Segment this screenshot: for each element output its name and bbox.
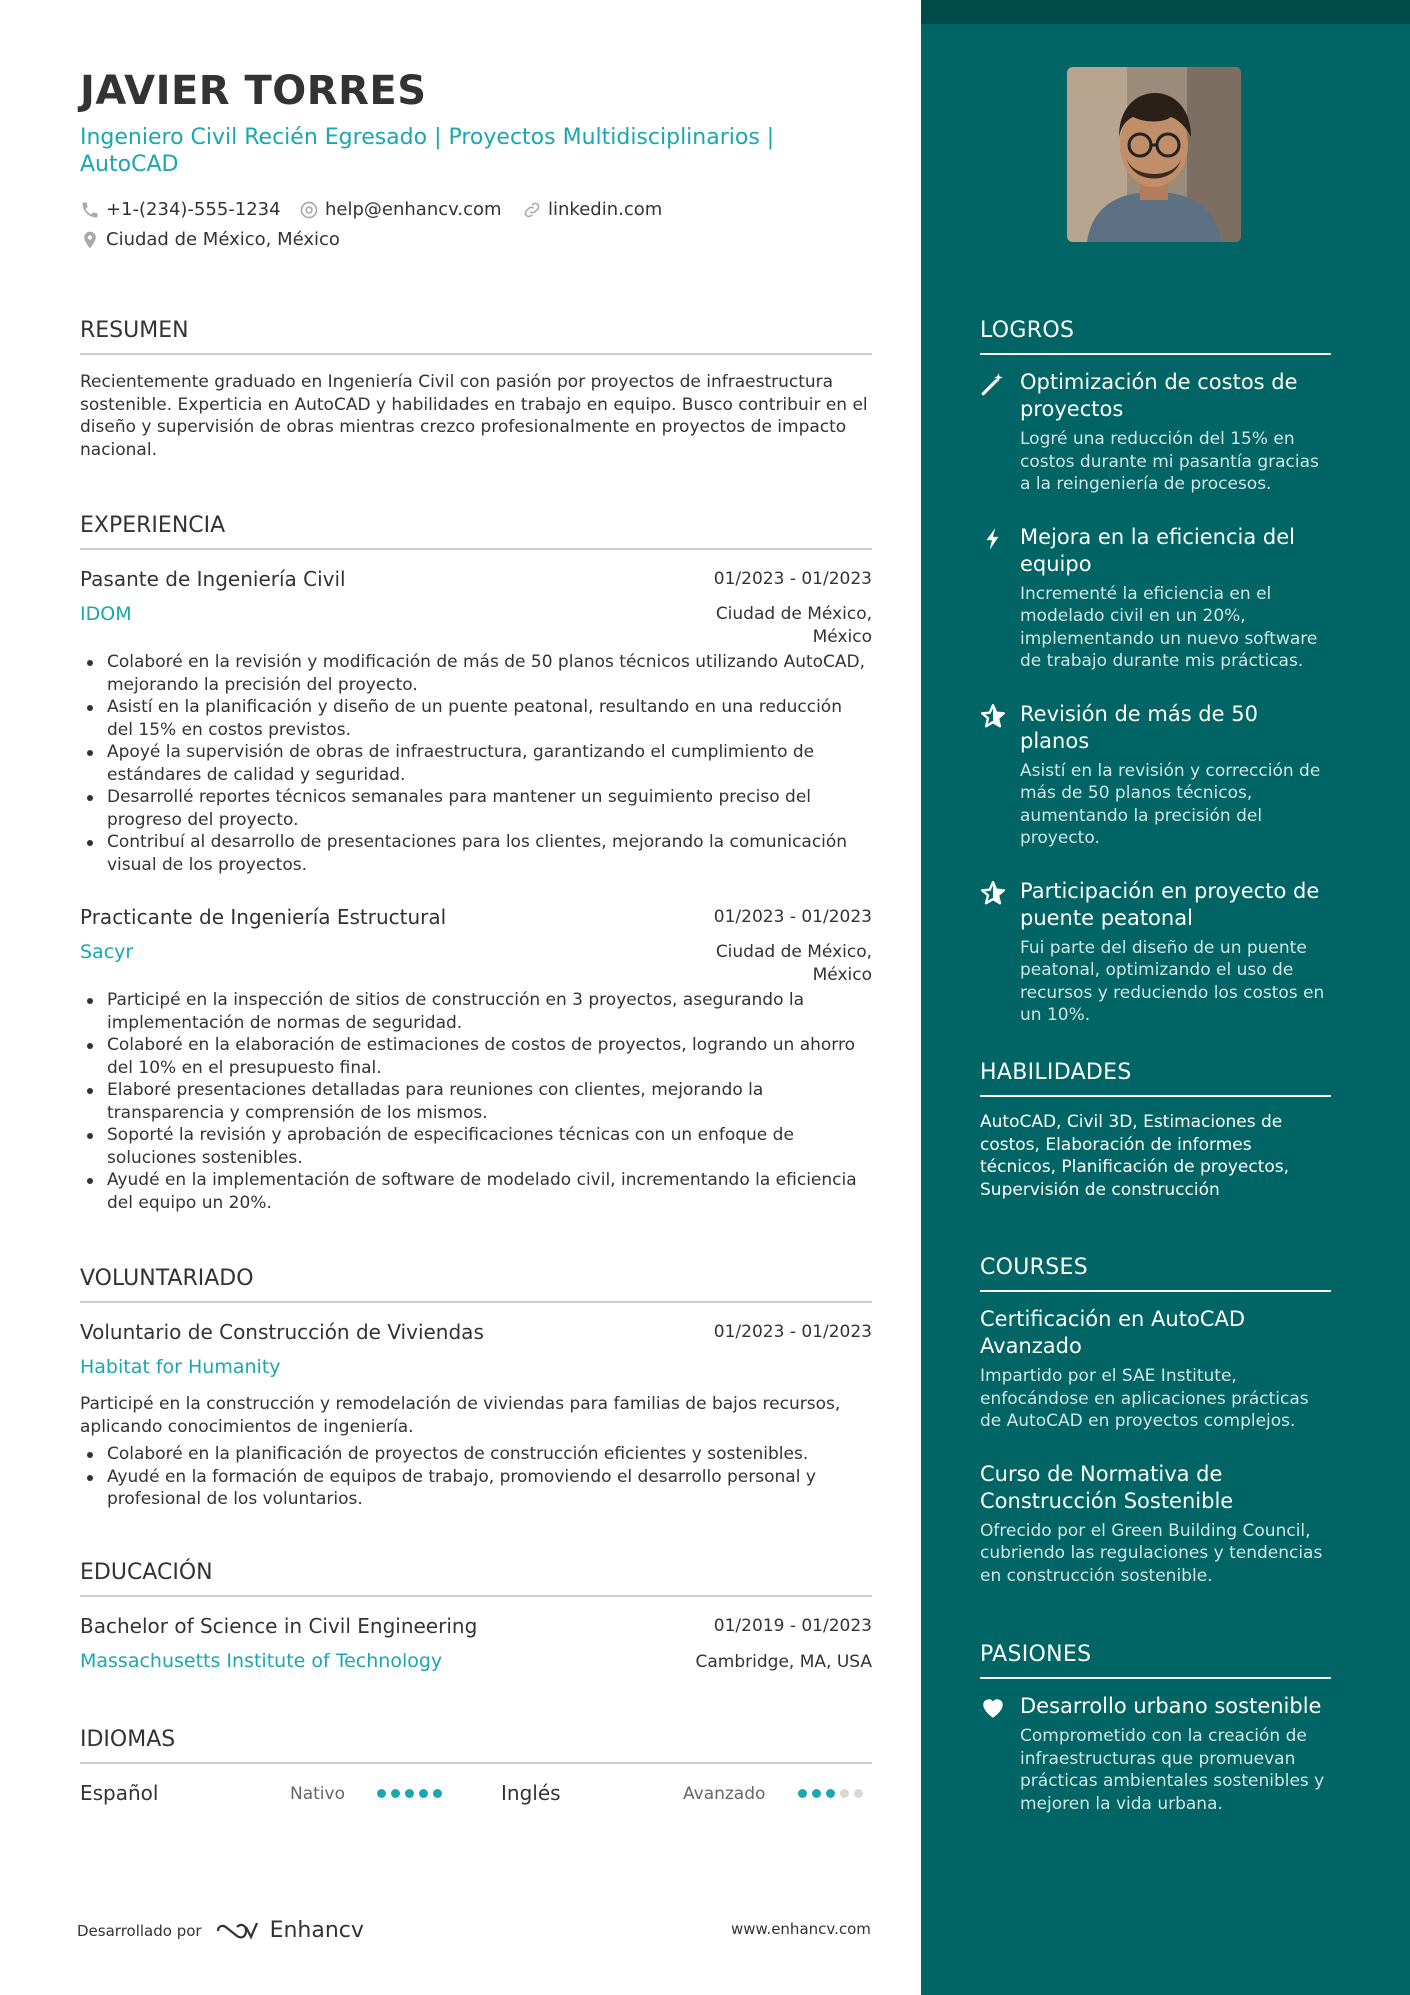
school-name: Massachusetts Institute of Technology [80, 1650, 443, 1672]
bullet-item: Elaboré presentaciones detalladas para reuniones con clientes, mejorando la transparencia y comprensión de los mismos. [80, 1079, 872, 1124]
course-item [980, 1461, 1331, 1588]
passion-item [980, 1693, 1331, 1815]
bullet-item: Colaboré en la revisión y modificación de más de 50 planos técnicos utilizando AutoCAD, mejorando la precisión del proyecto. [80, 651, 872, 696]
phone-icon [80, 200, 100, 220]
courses-section [980, 1255, 1331, 1615]
brand-name: Enhancv [269, 1918, 364, 1943]
rating-dot [391, 1789, 400, 1798]
courses-heading: COURSES [980, 1255, 1331, 1292]
achievement-item [980, 369, 1331, 496]
profile-photo [1067, 67, 1241, 242]
achievement-item [980, 524, 1331, 673]
job-title: Practicante de Ingeniería Estructural [80, 905, 447, 929]
company-name: Sacyr [80, 941, 134, 963]
footer-url[interactable]: www.enhancv.com [731, 1920, 871, 1938]
rating-dot [840, 1789, 849, 1798]
achievements-section [980, 318, 1331, 1055]
star-icon [980, 880, 1006, 906]
link-icon [522, 200, 542, 220]
passion-title: Desarrollo urbano sostenible [1020, 1694, 1322, 1718]
rating-dot [405, 1789, 414, 1798]
achievements-heading: LOGROS [980, 318, 1331, 355]
person-portrait-icon [1067, 67, 1241, 242]
company-name: IDOM [80, 603, 132, 625]
experience-heading: EXPERIENCIA [80, 513, 872, 550]
achievement-desc: Asistí en la revisión y corrección de más de 50 planos técnicos, aumentando la precisión del proyecto. [1020, 760, 1321, 848]
course-title: Certificación en AutoCAD Avanzado [980, 1307, 1246, 1358]
achievement-title: Revisión de más de 50 planos [1020, 701, 1258, 753]
phone-contact [80, 199, 281, 220]
course-title: Curso de Normativa de Construcción Sostenible [980, 1461, 1234, 1513]
bullet-item: Ayudé en la formación de equipos de trabajo, promoviendo el desarrollo personal y profesional de los voluntarios. [80, 1466, 872, 1511]
linkedin-contact[interactable] [522, 199, 662, 220]
job-dates: 01/2023 - 01/2023 [713, 907, 872, 927]
rating-dot [812, 1789, 821, 1798]
course-item [980, 1306, 1331, 1433]
magic-wand-icon [980, 371, 1006, 397]
sidebar [921, 0, 1410, 1995]
achievement-desc: Incrementé la eficiencia en el modelado civil en un 20%, implementando un nuevo software de trabajo durante mis prácticas. [1020, 583, 1318, 671]
job-dates: 01/2023 - 01/2023 [713, 569, 872, 589]
rating-dot [377, 1789, 386, 1798]
education-dates: 01/2019 - 01/2023 [713, 1616, 872, 1636]
candidate-name: JAVIER TORRES [80, 68, 427, 114]
bullet-item: Colaboré en la planificación de proyectos de construcción eficientes y sostenibles. [80, 1443, 872, 1466]
job-title: Pasante de Ingeniería Civil [80, 567, 346, 591]
rating-dot [798, 1789, 807, 1798]
job-location: Ciudad de México, México [715, 942, 872, 985]
achievement-title: Mejora en la eficiencia del equipo [1020, 524, 1295, 576]
bullet-item: Participé en la inspección de sitios de construcción en 3 proyectos, asegurando la implementación de normas de seguridad. [80, 989, 872, 1034]
linkedin-text[interactable]: linkedin.com [548, 199, 663, 220]
degree: Bachelor of Science in Civil Engineering [80, 1614, 478, 1638]
job-bullets [80, 989, 872, 1214]
skills-heading: HABILIDADES [980, 1060, 1331, 1097]
rating-dot [433, 1789, 442, 1798]
headline: Ingeniero Civil Recién Egresado | Proyectos Multidisciplinarios | AutoCAD [80, 125, 775, 177]
bullet-item: Desarrollé reportes técnicos semanales para mantener un seguimiento preciso del progreso del proyecto. [80, 786, 872, 831]
volunteer-dates: 01/2023 - 01/2023 [713, 1322, 872, 1342]
volunteer-description: Participé en la construcción y remodelación de viviendas para familias de bajos recursos, aplicando conocimientos de ingeniería. [80, 1394, 841, 1437]
location-contact [80, 229, 340, 250]
skills-text: AutoCAD, Civil 3D, Estimaciones de costos, Elaboración de informes técnicos, Planificación de proyectos, Supervisión de construcción [980, 1112, 1290, 1200]
course-desc: Ofrecido por el Green Building Council, cubriendo las regulaciones y tendencias en construcción sostenible. [980, 1520, 1323, 1586]
language-rating-3-of-5 [798, 1789, 863, 1798]
phone-text: +1-(234)-555-1234 [106, 199, 281, 220]
achievement-item [980, 878, 1331, 1027]
skills-section [980, 1060, 1331, 1201]
course-desc: Impartido por el SAE Institute, enfocándose en aplicaciones prácticas de AutoCAD en proyectos complejos. [980, 1366, 1309, 1431]
enhancv-logo-icon [214, 1919, 262, 1943]
email-contact[interactable] [299, 199, 502, 220]
job-bullets [80, 651, 872, 876]
bullet-item: Apoyé la supervisión de obras de infraestructura, garantizando el cumplimiento de estándares de calidad y seguridad. [80, 741, 872, 786]
achievement-desc: Fui parte del diseño de un puente peatonal, optimizando el uso de recursos y reduciendo los costos en un 10%. [1020, 937, 1325, 1025]
school-location: Cambridge, MA, USA [695, 1652, 872, 1672]
sidebar-top-strip [921, 0, 1410, 24]
location-text: Ciudad de México, México [106, 229, 340, 250]
passions-heading: PASIONES [980, 1642, 1331, 1679]
bullet-item: Colaboré en la elaboración de estimaciones de costos de proyectos, logrando un ahorro del 10% en el presupuesto final. [80, 1034, 872, 1079]
location-pin-icon [80, 230, 100, 250]
achievement-title: Optimización de costos de proyectos [1020, 370, 1298, 421]
lightning-icon [980, 526, 1006, 552]
volunteer-bullets [80, 1443, 872, 1511]
footer-branding [77, 1918, 364, 1943]
heart-icon [980, 1695, 1006, 1721]
summary-text: Recientemente graduado en Ingeniería Civil con pasión por proyectos de infraestructura sostenible. Experticia en AutoCAD y habilidades en trabajo en equipo. Busco contribuir en el diseño y supervisión de obras mientras crezco profesionalmente en proyectos de impacto nacional. [80, 372, 868, 460]
rating-dot [854, 1789, 863, 1798]
volunteer-role: Voluntario de Construcción de Viviendas [80, 1320, 484, 1344]
bullet-item: Soporté la revisión y aprobación de especificaciones técnicas con un enfoque de soluciones sostenibles. [80, 1124, 872, 1169]
at-icon [299, 200, 319, 220]
powered-by-text: Desarrollado por [77, 1921, 202, 1940]
job-location: Ciudad de México, México [715, 604, 872, 647]
language-level: Nativo [290, 1784, 345, 1804]
achievement-item [980, 701, 1331, 850]
rating-dot [419, 1789, 428, 1798]
education-heading: EDUCACIÓN [80, 1560, 872, 1597]
language-name: Inglés [501, 1781, 561, 1805]
bullet-item: Contribuí al desarrollo de presentaciones para los clientes, mejorando la comunicación visual de los proyectos. [80, 831, 872, 876]
language-name: Español [80, 1781, 159, 1805]
achievement-title: Participación en proyecto de puente peatonal [1020, 878, 1320, 930]
bullet-item: Asistí en la planificación y diseño de un puente peatonal, resultando en una reducción del 15% en costos previstos. [80, 696, 872, 741]
passion-desc: Comprometido con la creación de infraestructuras que promuevan prácticas ambientales sostenibles y mejoren la vida urbana. [1020, 1726, 1325, 1814]
language-level: Avanzado [683, 1784, 766, 1804]
volunteer-heading: VOLUNTARIADO [80, 1266, 872, 1303]
achievement-desc: Logré una reducción del 15% en costos durante mi pasantía gracias a la reingeniería de procesos. [1020, 429, 1319, 494]
bullet-item: Ayudé en la implementación de software de modelado civil, incrementando la eficiencia del equipo un 20%. [80, 1169, 872, 1214]
summary-heading: RESUMEN [80, 318, 872, 355]
rating-dot [826, 1789, 835, 1798]
language-rating-5-of-5 [377, 1789, 442, 1798]
languages-heading: IDIOMAS [80, 1727, 872, 1764]
passions-section [980, 1642, 1331, 1843]
star-icon [980, 703, 1006, 729]
volunteer-org: Habitat for Humanity [80, 1356, 281, 1378]
email-text[interactable]: help@enhancv.com [325, 199, 502, 220]
